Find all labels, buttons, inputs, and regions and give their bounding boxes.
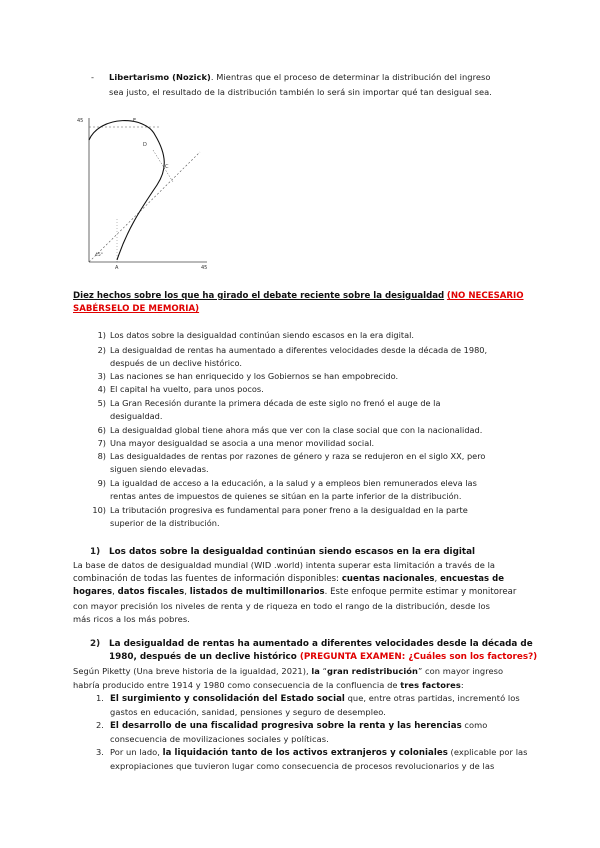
- sec1-line-1: La base de datos de desigualdad mundial (WID .world) intenta superar esta limitación a través de la: [73, 560, 496, 570]
- fact-text: La igualdad de acceso a la educación, a la salud y a empleos bien remunerados eleva las: [110, 478, 477, 488]
- sec1-bold-listados: listados de multimillonarios: [189, 587, 325, 598]
- sec1-text: . Este enfoque permite estimar y monitorear: [324, 587, 517, 598]
- factor-number: 1.: [95, 693, 104, 703]
- sec1-comma: ,: [434, 573, 441, 584]
- section-title-line-2: [73, 303, 199, 316]
- sec2-paragraph: [73, 665, 543, 692]
- fact-text: La Gran Recesión durante la primera década de este siglo no frenó el auge de la: [110, 398, 441, 408]
- factor-line-2: expropiaciones que tuvieron lugar como consecuencia de procesos revolucionarios y de las: [110, 760, 495, 771]
- sec2-line-1: [73, 665, 543, 679]
- sec2-colon: :: [460, 679, 464, 690]
- factor-number: 2.: [95, 720, 104, 730]
- sec1-comma: ,: [112, 587, 118, 598]
- sec1-bold-hogares: hogares: [73, 587, 113, 598]
- sec2-exam-note: (PREGUNTA EXAMEN: ¿Cuáles son los factores?): [299, 652, 538, 662]
- factor-bold: El surgimiento y consolidación del Estado social: [110, 694, 345, 704]
- bullet-dash: -: [91, 72, 95, 82]
- sec1-number: 1): [90, 547, 101, 557]
- fact-number: 10): [92, 505, 106, 515]
- sec2-heading-line-1: La desigualdad de rentas ha aumentado a diferentes velocidades desde la década de: [109, 639, 533, 649]
- fact-number: 7): [97, 438, 106, 448]
- factor-number: 3.: [95, 747, 104, 757]
- point-c-label: C: [165, 164, 169, 170]
- x-axis-label: 45: [201, 265, 208, 271]
- factor-line-1: [110, 692, 520, 707]
- section-title-note: (NO NECESARIO: [446, 291, 524, 301]
- factor-line-2: gastos en educación, sanidad, pensiones y seguro de desempleo.: [110, 706, 386, 717]
- fact-text: Las desigualdades de rentas por razones de género y raza se redujeron en el siglo XX, pero: [110, 451, 486, 461]
- sec1-text: combinación de todas las fuentes de información disponibles:: [73, 573, 342, 584]
- sec1-line-3: [73, 586, 533, 600]
- sec2-bold-gran-redistribucion: gran redistribución: [327, 666, 418, 676]
- fact-number: 8): [97, 451, 106, 461]
- sec1-paragraph: [73, 559, 533, 627]
- sec1-bold-fiscales: datos fiscales: [117, 587, 185, 598]
- section-title-note-2: SABÉRSELO DE MEMORIA): [73, 304, 200, 314]
- angle-label: 45°: [95, 253, 103, 258]
- libertarismo-title: Libertarismo (Nozick): [109, 72, 211, 82]
- fact-number: 9): [97, 478, 106, 488]
- factor-rest: que, entre otras partidas, incrementó los: [344, 693, 520, 703]
- fact-text: superior de la distribución.: [110, 518, 220, 529]
- libertarismo-line-2: sea justo, el resultado de la distribución también lo será sin importar qué tan desigual sea.: [109, 87, 492, 97]
- 45-degree-line: [89, 152, 200, 262]
- y-axis-label: 45: [77, 118, 84, 124]
- factor-bold: El desarrollo de una fiscalidad progresiva sobre la renta y las herencias: [110, 721, 462, 731]
- fact-text: Los datos sobre la desigualdad continúan siendo escasos en la era digital.: [110, 330, 414, 340]
- factor-pre: Por un lado,: [110, 747, 163, 757]
- fact-number: 4): [97, 384, 106, 394]
- factor-line-1: [110, 719, 487, 734]
- fact-text: El capital ha vuelto, para unos pocos.: [110, 384, 264, 394]
- sec1-bold-cuentas: cuentas nacionales: [341, 573, 435, 584]
- sec2-text: habría producido entre 1914 y 1980 como consecuencia de la confluencia de: [73, 679, 401, 690]
- utility-possibility-figure: [75, 110, 215, 275]
- sec2-heading-line-2: [109, 652, 537, 662]
- fact-text: La desigualdad global tiene ahora más que ver con la clase social que con la nacionalidad.: [110, 425, 483, 435]
- libertarismo-line-1: [109, 71, 549, 85]
- sec2-line-2: [73, 679, 543, 693]
- factor-line-1: [110, 746, 528, 761]
- fact-text: Una mayor desigualdad se asocia a una menor movilidad social.: [110, 438, 375, 448]
- sec1-heading: Los datos sobre la desigualdad continúan siendo escasos en la era digital: [109, 547, 476, 557]
- fact-number: 1): [97, 330, 106, 340]
- fact-text: después de un declive histórico.: [110, 358, 242, 369]
- fact-number: 5): [97, 398, 106, 408]
- section-title: Diez hechos sobre los que ha girado el debate reciente sobre la desigualdad: [73, 291, 445, 301]
- fact-text: rentas antes de impuestos de quienes se sitúan en la parte inferior de la distribución.: [110, 491, 462, 502]
- fact-text: La desigualdad de rentas ha aumentado a diferentes velocidades desde la década de 1980,: [110, 345, 488, 355]
- factor-rest: como: [461, 720, 488, 730]
- factor-bold: la liquidación tanto de los activos extranjeros y coloniales: [162, 748, 448, 758]
- sec2-quote-open: “: [319, 666, 327, 676]
- fact-number: 3): [97, 371, 106, 381]
- section-title-line-1: [73, 290, 524, 303]
- fact-number: 2): [97, 345, 106, 355]
- fact-number: 6): [97, 425, 106, 435]
- factor-line-2: consecuencia de movilizaciones sociales y políticas.: [110, 733, 329, 744]
- sec2-text: Según Piketty (Una breve historia de la igualdad, 2021),: [73, 666, 312, 676]
- sec2-number: 2): [90, 639, 101, 649]
- possibility-curve: [89, 121, 164, 260]
- fact-text: Las naciones se han enriquecido y los Gobiernos se han empobrecido.: [110, 371, 399, 381]
- fact-text: siguen siendo elevadas.: [110, 464, 209, 475]
- sec1-line-2: [73, 573, 533, 587]
- fact-text: La tributación progresiva es fundamental para poner freno a la desigualdad en la parte: [110, 505, 468, 515]
- factor-rest: (explicable por las: [447, 747, 528, 757]
- sec2-bold-la: la: [311, 666, 320, 676]
- libertarismo-text-1: . Mientras que el proceso de determinar la distribución del ingreso: [210, 72, 491, 82]
- sec1-bold-encuestas: encuestas de: [440, 573, 505, 584]
- sec2-heading-text: 1980, después de un declive histórico: [109, 652, 300, 662]
- sec2-text: ” con mayor ingreso: [417, 666, 504, 676]
- sec1-line-5: más ricos a los más pobres.: [73, 614, 190, 625]
- sec1-line-4: con mayor precisión los niveles de renta y de riqueza en todo el rango de la distribución, desde los: [73, 600, 491, 611]
- sec2-bold-tres-factores: tres factores: [400, 679, 461, 690]
- point-e-label: E: [133, 118, 137, 124]
- fact-text: desigualdad.: [110, 411, 163, 422]
- point-a-label: A: [115, 265, 119, 271]
- sec1-comma: ,: [184, 587, 190, 598]
- point-d-label: D: [143, 142, 147, 148]
